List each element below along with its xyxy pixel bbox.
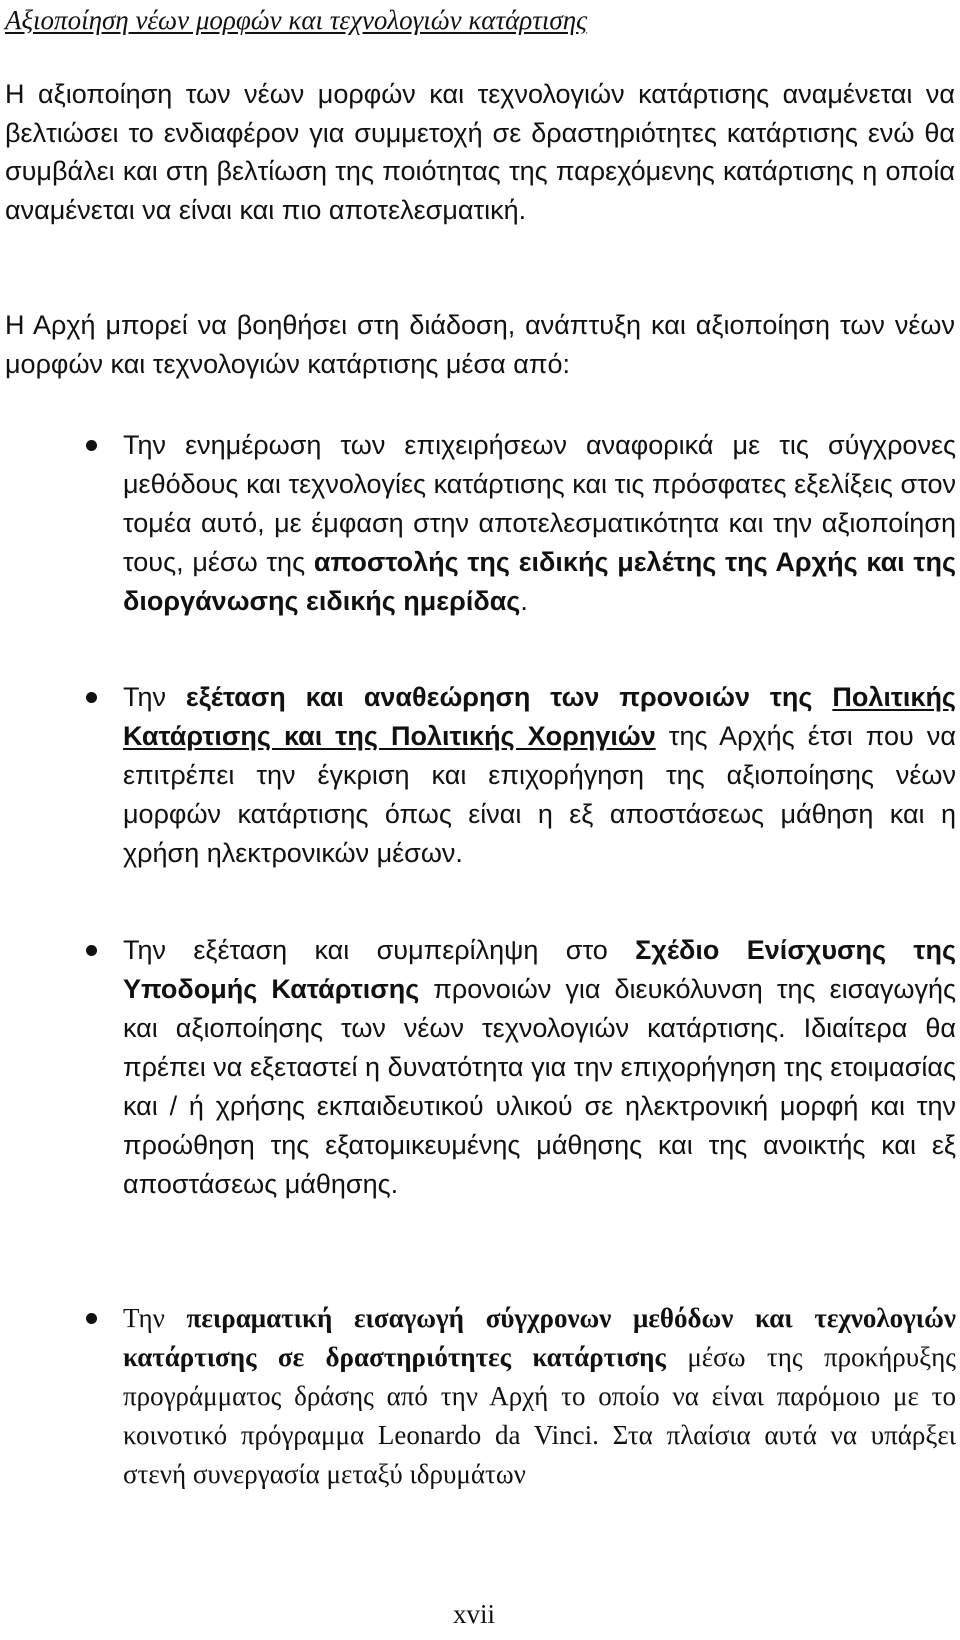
intro-paragraph: Η αξιοποίηση των νέων μορφών και τεχνολογιών κατάρτισης αναμένεται να βελτιώσει το ενδιαφέρον για συμμετοχή σε δραστηριότητες κατάρτισης ενώ θα συμβάλει και στη βελτίωση της ποιότητας της παρεχόμενης κατάρτισης η οποία αναμένεται να είναι και πιο αποτελεσματική. xyxy=(5,79,955,225)
bullet-text: της Αρχής έτσι που να επιτρέπει την έγκριση και επιχορήγηση της αξιοποίησης νέων μορφών κατάρτισης όπως είναι η εξ αποστάσεως μάθηση και η χρήση ηλεκτρονικών μέσων. xyxy=(123,721,956,868)
bullet-text: Την εξέταση και συμπερίληψη στο xyxy=(123,935,636,965)
bullet-marker xyxy=(86,945,97,956)
bullet-bold-text: Σχέδιο Ενίσχυσης της Υποδομής Κατάρτισης xyxy=(123,935,956,1004)
bullet-text: μέσω της προκήρυξης προγράμματος δράσης από την Αρχή το οποίο να είναι παρόμοιο με το κοινοτικό πρόγραμμα Leonardo da Vinci. Στα πλαίσια αυτά να υπάρξει στενή συνεργασία μεταξύ ιδρυμάτων xyxy=(123,1342,956,1489)
bullet-text: προνοιών για διευκόλυνση της εισαγωγής και αξιοποίησης των νέων τεχνολογιών κατάρτισης. Ιδιαίτερα θα πρέπει να εξεταστεί η δυνατότητα για την επιχορήγηση της ετοιμασίας και / ή χρήσης εκπαιδευτικού υλικού σε ηλεκτρονική μορφή και την προώθηση της εξατομικευμένης μάθησης και της ανοικτής και εξ αποστάσεως μάθησης. xyxy=(123,974,956,1199)
bullet-bold-text: αποστολής της ειδικής μελέτης της Αρχής και της διοργάνωσης ειδικής ημερίδας xyxy=(123,547,956,616)
section-heading: Αξιοποίηση νέων μορφών και τεχνολογιών κατάρτισης xyxy=(5,5,588,35)
bullet-item-inform-businesses xyxy=(123,426,956,621)
page-number: xvii xyxy=(453,1599,496,1629)
bullet-item-pilot-introduction xyxy=(123,1299,956,1494)
bullet-text: Την ενημέρωση των επιχειρήσεων αναφορικά με τις σύγχρονες μεθόδους και τεχνολογίες κατάρτισης και τις πρόσφατες εξελίξεις στον τομέα αυτό, με έμφαση στην αποτελεσματικότητα και την αξιοποίηση τους, μέσω της xyxy=(123,430,956,577)
bullet-marker xyxy=(86,692,97,703)
bullet-text: Την xyxy=(123,1303,187,1333)
bullet-text: Την xyxy=(123,682,186,712)
bullet-bold-underlined-text: Πολιτικής Κατάρτισης και της Πολιτικής Χορηγιών xyxy=(123,682,956,751)
authority-paragraph: Η Αρχή μπορεί να βοηθήσει στη διάδοση, ανάπτυξη και αξιοποίηση των νέων μορφών και τεχνολογιών κατάρτισης μέσα από: xyxy=(5,310,955,379)
bullet-marker xyxy=(86,1313,97,1324)
bullet-item-infrastructure-scheme xyxy=(123,931,956,1204)
bullet-item-review-policies xyxy=(123,678,956,873)
bullet-text: . xyxy=(520,586,528,616)
bullet-bold-text: εξέταση και αναθεώρηση των προνοιών της xyxy=(185,682,833,712)
bullet-marker xyxy=(86,440,97,451)
bullet-bold-text: πειραματική εισαγωγή σύγχρονων μεθόδων και τεχνολογιών κατάρτισης σε δραστηριότητες κατάρτισης xyxy=(123,1303,956,1372)
